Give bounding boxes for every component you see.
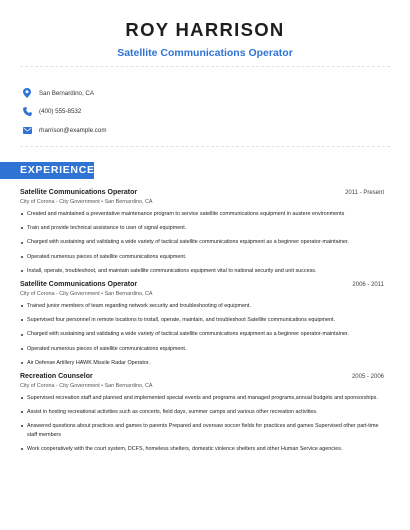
job-bullet: Operated numerous pieces of satellite communications equipment. [20,345,384,354]
job-bullet: Air Defense Artillery HAWK Missile Radar Operator. [20,359,384,368]
contact-email-text: rharrison@example.com [39,126,107,134]
location-pin-icon [22,88,32,98]
job-title: Recreation Counselor [20,372,93,380]
job-title: Satellite Communications Operator [20,189,138,196]
job-dates: 2005 - 2006 [351,373,384,380]
job-bullet: Charged with sustaining and validating a wide variety of tactical satellite communications equipment as a beginner operator-maintainer. [20,330,384,339]
job-dates: 2006 - 2011 [352,281,384,288]
contact-divider [20,146,390,147]
candidate-name: ROY HARRISON [125,19,285,40]
job-bullet: Created and maintained a preventative maintenance program to service satellite communications equipment in austere environments [20,210,384,219]
candidate-title: Satellite Communications Operator [117,47,293,59]
job-bullets [20,394,384,454]
email-icon [22,125,32,135]
experience-list [20,189,384,459]
job-bullet: Charged with sustaining and validating a wide variety of tactical satellite communications equipment as a beginner operator-maintainer. [20,238,384,247]
job-bullets [20,302,384,367]
job-bullet: Operated numerous pieces of satellite communications equipment. [20,253,384,262]
resume-header [0,0,410,60]
contact-phone-text: (400) 555-8532 [39,108,82,115]
job-bullets [20,210,384,275]
job-header [20,281,384,288]
job-bullet: Trained junior members of team regarding network security and troubleshooting of equipment. [20,302,384,311]
job-entry [20,189,384,275]
contact-list [22,84,107,140]
job-dates: 2011 - Present [345,190,384,196]
job-bullet: Install, operate, troubleshoot, and maintain satellite communications equipment vital to national security and unit success. [20,267,384,276]
job-bullet: Work cooperatively with the court system, DCFS, homeless shelters, domestic violence shelters and other Human Service agencies. [20,445,384,454]
job-header [20,373,384,380]
job-bullet: Supervised recreation staff and planned and implemented special events and programs and managed programs,annual budgets and sponsorships. [20,394,384,403]
header-divider [20,66,390,67]
job-header [20,189,384,196]
job-bullet: Assist in hosting recreational activities such as concerts, field days, summer camps and various other recreation activities. [20,408,384,417]
job-title: Satellite Communications Operator [20,280,138,288]
phone-icon [22,107,32,117]
contact-phone [22,103,107,121]
job-entry [20,373,384,454]
contact-location-text: San Bernardino, CA [39,89,95,97]
job-employer: City of Corona - City Government • San Bernardino, CA [20,382,153,389]
job-bullet: Supervised four personnel in remote locations to install, operate, maintain, and troubleshoot Satellite communications equipment. [20,316,384,325]
experience-heading: EXPERIENCE [20,164,95,176]
job-entry [20,281,384,367]
job-employer: City of Corona - City Government • San Bernardino, CA [20,290,153,297]
contact-email [22,121,107,139]
job-bullet: Answered questions about practices and games to parents Prepared and oversaw soccer fields for practices and games Supervised other part-time staff members [20,422,384,439]
job-employer: City of Corona - City Government • San Bernardino, CA [20,199,153,205]
job-bullet: Train and provide technical assistance to user of signal equipment. [20,224,384,233]
contact-location [22,84,107,102]
